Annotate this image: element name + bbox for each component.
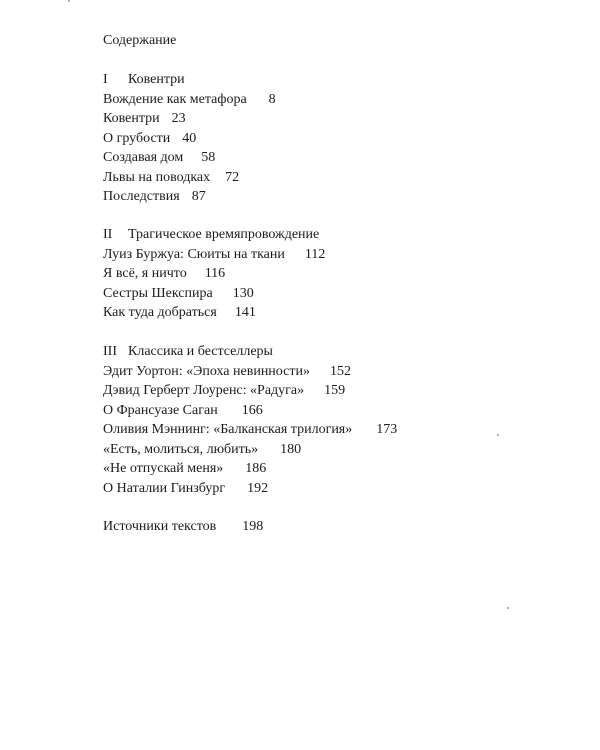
toc-title: Содержание — [103, 33, 177, 48]
toc-entry — [103, 264, 325, 284]
entry-page: 180 — [280, 441, 302, 457]
entry-title: Вождение как метафора — [103, 91, 247, 107]
entry-page: 130 — [232, 285, 254, 301]
entry-page: 141 — [234, 305, 256, 320]
part-number: II — [103, 227, 113, 242]
entry-title: Последствия — [103, 189, 180, 204]
toc-entry — [103, 303, 325, 323]
entry-title: Как туда добраться — [103, 305, 217, 320]
entry-page: 173 — [376, 422, 398, 437]
toc-entry — [103, 459, 397, 479]
part-1 — [103, 70, 276, 207]
entry-title: Я всё, я ничто — [103, 266, 187, 281]
toc-entry — [103, 109, 276, 129]
entry-title: «Не отпускай меня» — [103, 461, 224, 476]
toc-entry — [103, 129, 276, 149]
entry-page: 166 — [241, 402, 263, 418]
part-heading — [103, 342, 397, 362]
part-title: Трагическое времяпровождение — [128, 227, 320, 242]
entry-title: «Есть, молиться, любить» — [103, 441, 259, 457]
entry-title: Луиз Буржуа: Сюиты на ткани — [103, 246, 285, 262]
entry-title: О Наталии Гинзбург — [103, 480, 226, 496]
part-title: Классика и бестселлеры — [128, 344, 273, 359]
part-heading — [103, 70, 276, 90]
entry-page: 87 — [191, 189, 206, 204]
entry-title: Дэвид Герберт Лоуренс: «Радуга» — [103, 383, 305, 398]
toc-entry — [103, 245, 325, 265]
entry-title: Эдит Уортон: «Эпоха невинности» — [103, 363, 310, 379]
toc-entry — [103, 284, 325, 304]
entry-page: 8 — [268, 91, 276, 107]
entry-title: О грубости — [103, 130, 171, 146]
part-number: III — [103, 344, 117, 359]
entry-page: 23 — [171, 111, 186, 126]
entry-title: Ковентри — [103, 111, 160, 126]
toc-entry — [103, 168, 276, 188]
entry-page: 58 — [201, 150, 216, 165]
entry-page: 116 — [204, 266, 226, 281]
entry-title: О Франсуазе Саган — [103, 402, 218, 418]
part-2 — [103, 225, 325, 323]
entry-page: 198 — [242, 519, 264, 534]
entry-page: 192 — [247, 480, 269, 496]
entry-title: Львы на поводках — [103, 169, 211, 185]
entry-page: 186 — [245, 461, 267, 476]
part-heading — [103, 225, 325, 245]
part-number: I — [103, 72, 108, 87]
toc-entry-sources — [103, 517, 263, 537]
entry-page: 112 — [304, 246, 326, 262]
entry-page: 40 — [182, 130, 197, 146]
toc-entry — [103, 90, 276, 110]
part-3 — [103, 342, 397, 498]
toc-entry — [103, 440, 397, 460]
part-title: Ковентри — [128, 72, 185, 87]
entry-page: 72 — [225, 169, 240, 185]
scan-speck — [507, 607, 509, 609]
toc-entry — [103, 362, 397, 382]
entry-title: Сестры Шекспира — [103, 285, 213, 301]
toc-entry — [103, 381, 397, 401]
entry-page: 152 — [329, 363, 351, 379]
scan-speck — [497, 434, 499, 436]
toc-entry — [103, 479, 397, 499]
entry-page: 159 — [324, 383, 346, 398]
scan-speck — [68, 0, 70, 2]
toc-entry — [103, 420, 397, 440]
toc-entry — [103, 401, 397, 421]
entry-title: Оливия Мэннинг: «Балканская трилогия» — [103, 422, 353, 437]
entry-title: Источники текстов — [103, 519, 217, 534]
toc-entry — [103, 187, 276, 207]
toc-entry — [103, 148, 276, 168]
entry-title: Создавая дом — [103, 150, 184, 165]
